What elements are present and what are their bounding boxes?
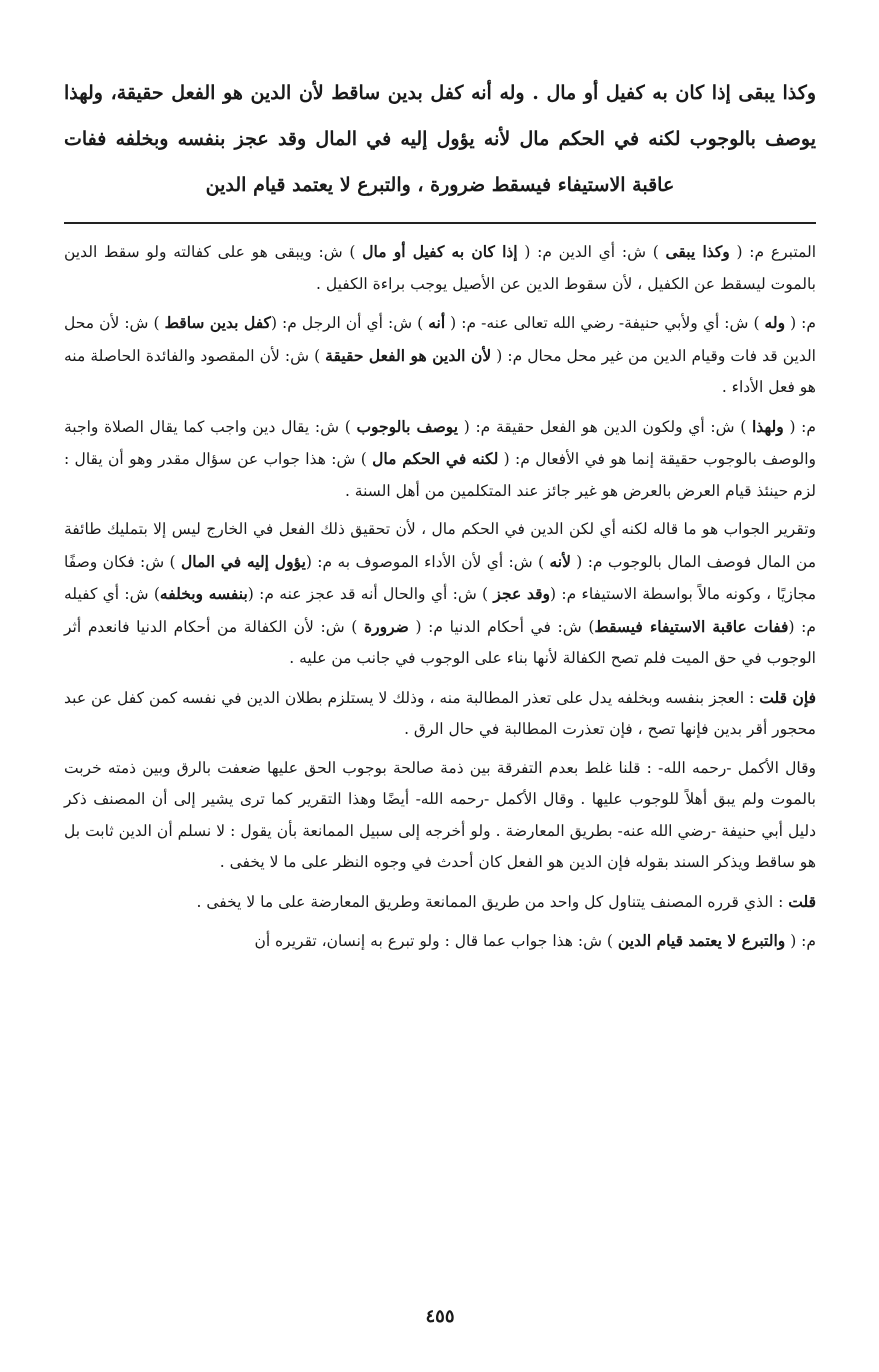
quoted-matn: يؤول إليه في المال [180, 551, 306, 571]
commentary-paragraph-5 [64, 682, 816, 746]
quoted-matn: لكنه في الحكم مال [372, 449, 499, 468]
commentary-text: ) ش: في أحكام الدنيا م: ( [408, 617, 595, 636]
commentary-paragraph-2 [64, 307, 816, 404]
commentary-text: ) ش: لأن محل الدين قد فات وقيام الدين من غير محل محال م: ( [64, 314, 816, 365]
commentary-text: ) ش: أي ولكون الدين هو الفعل حقيقة م: ( [458, 417, 752, 436]
quoted-matn: وكذا يبقى [665, 242, 730, 261]
commentary-text: م: ( [785, 314, 816, 332]
quoted-matn: وقد عجز [493, 584, 551, 603]
quoted-matn: ففات عاقبة الاستيفاء فيسقط [594, 616, 789, 636]
quoted-matn: بنفسه وبخلفه [159, 584, 248, 603]
commentary-text: ) ش: لأن الكفالة من أحكام الدنيا فانعدم أثر الوجوب في حق الميت فلم تصح الكفالة لأنها بناء على الوجوب في جانب من عليه . [64, 617, 816, 667]
quoted-matn: لأن الدين هو الفعل حقيقة [325, 345, 492, 365]
page-number: ٤٥٥ [425, 1306, 455, 1327]
commentary-text: ) ش: أي لأن الأداء الموصوف به م: ( [305, 552, 550, 571]
commentary-paragraph-8 [64, 925, 816, 958]
quoted-matn: لأنه [549, 551, 571, 571]
commentary-paragraph-7 [64, 886, 816, 919]
commentary-text: ) ش: أي والحال أنه قد عجز عنه م: ( [247, 585, 494, 603]
commentary-text: : العجز بنفسه وبخلفه يدل على تعذر المطالبة منه ، وذلك لا يستلزم بطلان الدين في نفسه كمن كفل عن عبد محجور أقر بدين فإنها تصح ، فإن تعذرت المطالبة في حال الرق . [64, 688, 816, 738]
commentary-text: ) ش: أي أن الرجل م: ( [270, 314, 429, 332]
commentary-paragraph-3 [64, 411, 816, 508]
section-divider [64, 222, 816, 224]
quoted-matn: إذا كان به كفيل أو مال [362, 242, 518, 261]
quoted-matn: يوصف بالوجوب [356, 416, 459, 436]
commentary-text: وتقرير الجواب هو ما قاله لكنه أي لكن الدين في الحكم مال ، لأن تحقيق ذلك الفعل في الخارج ليس إلا بتمليك طائفة من المال فوصف المال بالوجوب م: ( [64, 520, 817, 571]
commentary-text: ) ش: فكان وصفًا مجازيًا ، وكونه مالاً بواسطة الاستيفاء م: ( [64, 552, 817, 603]
commentary-text: ) ش: هذا جواب عما قال : ولو تبرع به إنسان، تقريره أن [254, 932, 618, 950]
quoted-matn: أنه [428, 313, 446, 332]
commentary [64, 236, 816, 958]
commentary-text: ) ش: أي ولأبي حنيفة- رضي الله تعالى عنه- م: ( [445, 314, 765, 332]
quoted-matn: والتبرع لا يعتمد قيام الدين [617, 931, 786, 950]
main-text: وكذا يبقى إذا كان به كفيل أو مال . وله أنه كفل بدين ساقط لأن الدين هو الفعل حقيقة، ولهذا يوصف بالوجوب لكنه في الحكم مال لأنه يؤول إليه في المال وقد عجز بنفسه وبخلفه ففات عاقبة الاستيفاء فيسقط ضرورة ، والتبرع لا يعتمد قيام الدين [64, 82, 816, 196]
quoted-matn: وله [764, 313, 786, 332]
commentary-paragraph-6 [64, 753, 816, 879]
commentary-text: ) ش: ويبقى هو على كفالته ولو سقط الدين بالموت ليسقط عن الكفيل ، لأن سقوط الدين عن الأصيل يوجب براءة الكفيل . [64, 243, 816, 293]
commentary-text: ) ش: هذا جواب عن سؤال مقدر وهو أن يقال : لزم حينئذ قيام العرض بالعرض هو غير جائز عند المتكلمين من أهل السنة . [64, 450, 816, 500]
commentary-text: المتبرع م: ( [729, 243, 816, 261]
commentary-text: ) ش: أي كفيله م: ( [64, 585, 816, 636]
quoted-matn: كفل بدين ساقط [164, 313, 271, 332]
commentary-text: ) ش: لأن المقصود والفائدة الحاصلة منه هو فعل الأداء . [64, 346, 816, 396]
commentary-text: ) ش: أي الدين م: ( [517, 243, 666, 261]
quoted-matn: ضرورة [364, 616, 409, 636]
commentary-text: : الذي قرره المصنف يتناول كل واحد من طريق الممانعة وطريق المعارضة على ما لا يخفى . [196, 892, 789, 911]
book-page [64, 70, 816, 1360]
commentary-text: ) ش: يقال دين واجب كما يقال الصلاة واجبة والوصف بالوجوب حقيقة إنما هو في الأفعال م: ( [64, 417, 816, 468]
commentary-paragraph-4 [64, 514, 816, 675]
quoted-matn: ولهذا [751, 416, 784, 436]
objection-label: فإن قلت [759, 687, 817, 707]
commentary-text: م: ( [785, 932, 816, 950]
commentary-text: م: ( [783, 417, 816, 436]
commentary-paragraph-1 [64, 236, 816, 300]
reply-label: قلت [788, 891, 816, 911]
commentary-text: وقال الأكمل -رحمه الله- : قلنا غلط بعدم التفرقة بين ذمة صالحة بوجوب الحق عليها ضعفت بالرق وبين ذمته خربت بالموت ولم يبق أهلاً للوجوب عليها . وقال الأكمل -رحمه الله- أيضًا وهذا التقرير كما ترى يشير إلى أن المصنف ذكر دليل أبي حنيفة -رضي الله عنه- بطريق المعارضة . ولو أخرجه إلى سبيل الممانعة بأن يقول : لا نسلم أن الدين ثابت بل هو ساقط ويذكر السند بقوله فإن الدين هو الفعل كان أحدث في وجوه النظر على ما لا يخفى . [64, 758, 816, 871]
